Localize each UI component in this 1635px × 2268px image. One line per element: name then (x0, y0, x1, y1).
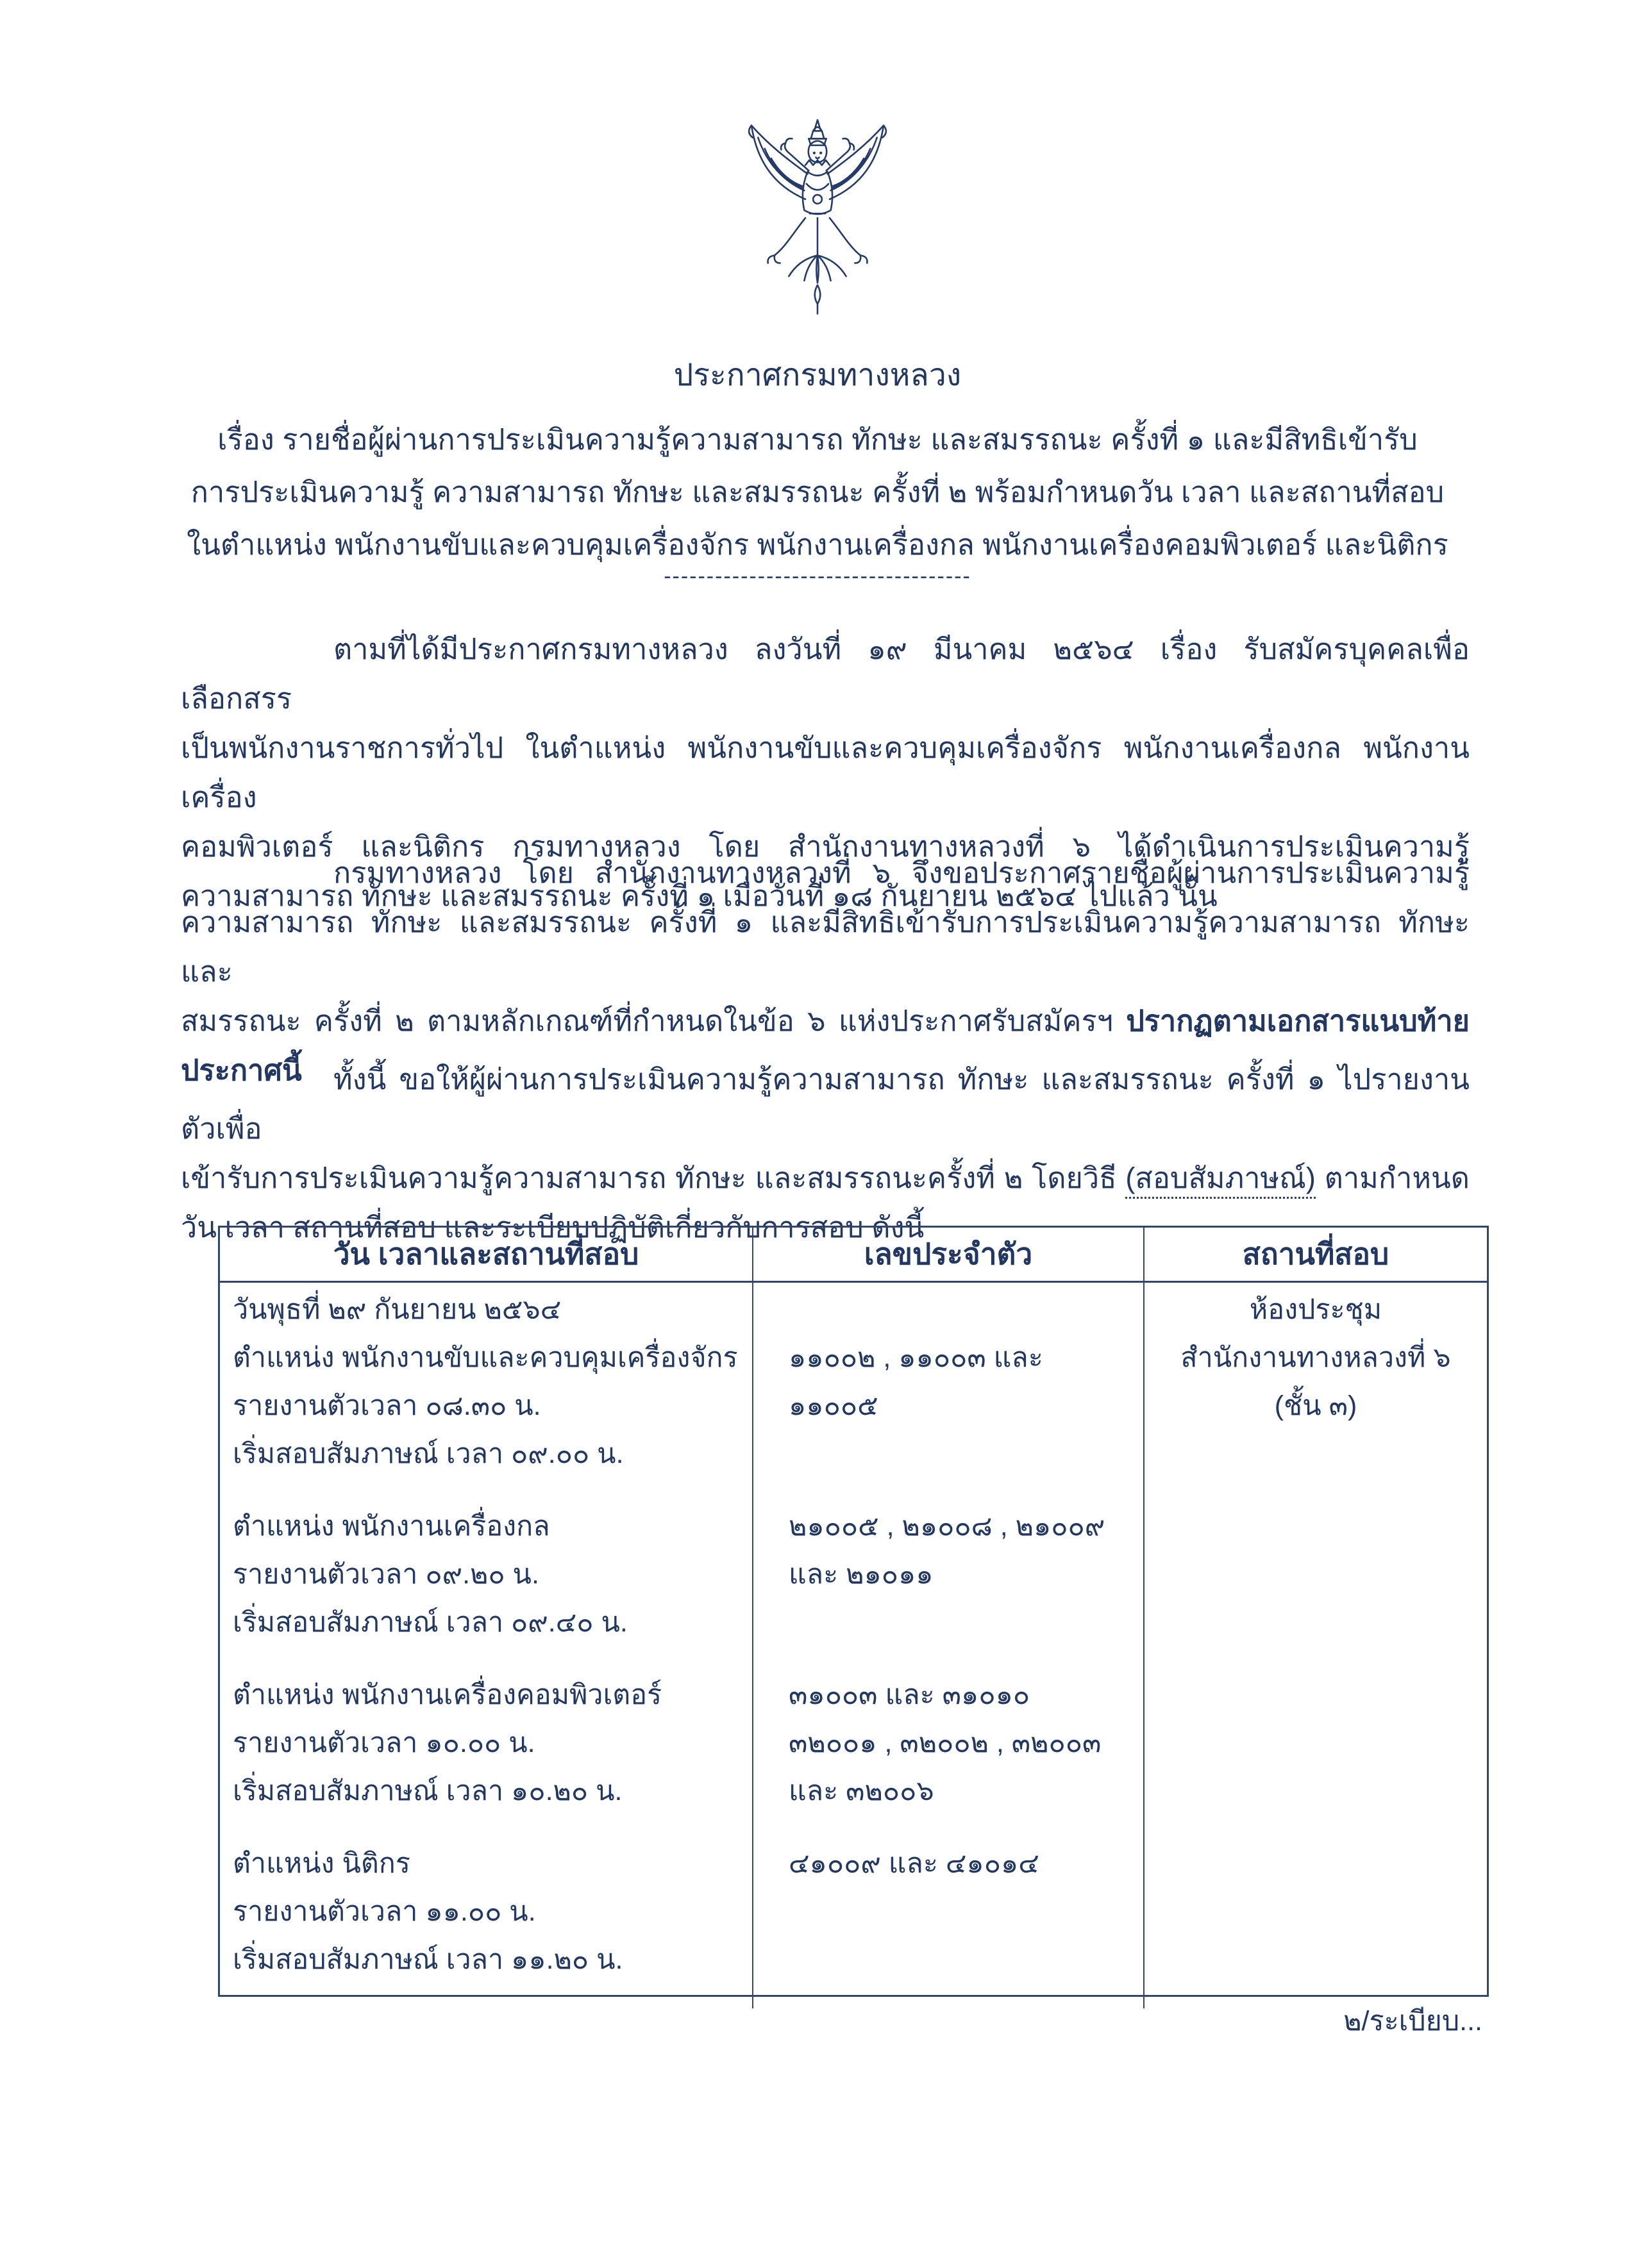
spacer-line (789, 1286, 1143, 1334)
page-title: ประกาศกรมทางหลวง (673, 358, 962, 392)
id-number-cell (753, 1283, 1144, 2008)
garuda-emblem-icon (735, 117, 900, 342)
paragraph-line: ตามที่ได้มีประกาศกรมทางหลวง ลงวันที่ ๑๙ มีนาคม ๒๕๖๔ เรื่อง รับสมัครบุคคลเพื่อเลือกสรร (181, 633, 1470, 715)
column-header-id-number: เลขประจำตัว (753, 1228, 1144, 1283)
report-time: รายงานตัวเวลา ๐๙.๒๐ น. (233, 1559, 539, 1590)
interview-time: เริ่มสอบสัมภาษณ์ เวลา ๐๙.๔๐ น. (233, 1607, 628, 1638)
subject-line: ในตำแหน่ง พนักงานขับและควบคุมเครื่องจักร พนักงานเครื่องกล พนักงานเครื่องคอมพิวเตอร์ และนิติกร (187, 528, 1448, 561)
spacer-line (789, 1599, 1143, 1647)
paragraph-line: วัน เวลา สถานที่สอบ และระเบียบปฏิบัติเกี่ยวกับการสอบ ดังนี้ (181, 1211, 925, 1244)
page-continuation-mark: ๒/ระเบียบ... (1343, 2006, 1482, 2037)
interview-time: เริ่มสอบสัมภาษณ์ เวลา ๑๐.๒๐ น. (233, 1776, 623, 1806)
paragraph-line: เป็นพนักงานราชการทั่วไป ในตำแหน่ง พนักงานขับและควบคุมเครื่องจักร พนักงานเครื่องกล พนักงานเครื่อง (181, 731, 1470, 813)
emphasized-text: ปรากฏตามเอกสารแนบท้าย (1126, 1005, 1470, 1037)
id-numbers: ๓๑๐๐๓ และ ๓๑๐๑๐ (789, 1680, 1030, 1710)
subject-line: การประเมินความรู้ ความสามารถ ทักษะ และสมรรถนะ ครั้งที่ ๒ พร้อมกำหนดวัน เวลา และสถานที่สอบ (190, 476, 1445, 508)
paragraph-3 (181, 1055, 1470, 1252)
report-time: รายงานตัวเวลา ๐๘.๓๐ น. (233, 1390, 541, 1421)
paragraph-text: ตามกำหนด (1315, 1162, 1470, 1194)
paragraph-line: คอมพิวเตอร์ และนิติกร กรมทางหลวง โดย สำนักงานทางหลวงที่ ๖ ได้ดำเนินการประเมินความรู้ (181, 830, 1470, 863)
schedule-group (233, 1840, 752, 1984)
interview-time: เริ่มสอบสัมภาษณ์ เวลา ๐๙.๐๐ น. (233, 1438, 624, 1469)
id-group (789, 1503, 1143, 1647)
venue-line: ห้องประชุม (1249, 1294, 1382, 1325)
underlined-text: (สอบสัมภาษณ์) (1125, 1162, 1316, 1199)
interview-time: เริ่มสอบสัมภาษณ์ เวลา ๑๑.๒๐ น. (233, 1944, 623, 1975)
paragraph-line: ความสามารถ ทักษะ และสมรรถนะ ครั้งที่ ๑ และมีสิทธิเข้ารับการประเมินความรู้ความสามารถ ทักษะ และ (181, 906, 1470, 988)
schedule-group (233, 1503, 752, 1647)
id-numbers: ๔๑๐๐๙ และ ๔๑๐๑๔ (789, 1848, 1039, 1879)
id-numbers: ๓๒๐๐๑ , ๓๒๐๐๒ , ๓๒๐๐๓ (789, 1728, 1102, 1758)
paragraph-line (181, 996, 1470, 1046)
venue-line: สำนักงานทางหลวงที่ ๖ (1180, 1342, 1451, 1373)
venue-line: (ชั้น ๓) (1274, 1390, 1357, 1421)
id-group (789, 1671, 1143, 1815)
schedule-group (233, 1671, 752, 1815)
venue-group (1144, 1286, 1487, 1430)
exam-schedule-table (218, 1226, 1489, 1997)
paragraph-line: ทั้งนี้ ขอให้ผู้ผ่านการประเมินความรู้ความสามารถ ทักษะ และสมรรถนะ ครั้งที่ ๑ ไปรายงานตัวเพื่อ (181, 1063, 1470, 1145)
paragraph-line: ความสามารถ ทักษะ และสมรรถนะ ครั้งที่ ๑ เมื่อวันที่ ๑๘ กันยายน ๒๕๖๔ ไปแล้ว นั้น (181, 880, 1218, 912)
exam-date: วันพุธที่ ๒๙ กันยายน ๒๕๖๔ (233, 1294, 562, 1325)
column-header-datetime: วัน เวลาและสถานที่สอบ (220, 1228, 753, 1283)
report-time: รายงานตัวเวลา ๑๐.๐๐ น. (233, 1728, 535, 1758)
subject-line: เรื่อง รายชื่อผู้ผ่านการประเมินความรู้ความสามารถ ทักษะ และสมรรถนะ ครั้งที่ ๑ และมีสิทธิเข้ารับ (217, 423, 1418, 456)
id-numbers: และ ๒๑๐๑๑ (789, 1559, 934, 1590)
paragraph-line: กรมทางหลวง โดย สำนักงานทางหลวงที่ ๖ จึงขอประกาศรายชื่อผู้ผ่านการประเมินความรู้ (333, 856, 1470, 889)
position-label: ตำแหน่ง พนักงานขับและควบคุมเครื่องจักร (233, 1342, 738, 1373)
schedule-cell (220, 1283, 753, 2008)
emphasized-text: ประกาศนี้ (181, 1054, 302, 1087)
report-time: รายงานตัวเวลา ๑๑.๐๐ น. (233, 1896, 536, 1927)
paragraph-line (181, 1153, 1470, 1203)
separator-dashes: ------------------------------------ (664, 564, 971, 588)
column-header-venue: สถานที่สอบ (1144, 1228, 1487, 1283)
id-group (789, 1840, 1143, 1888)
position-label: ตำแหน่ง พนักงานเครื่องกล (233, 1511, 550, 1542)
spacer-line (789, 1430, 1143, 1478)
schedule-group (233, 1286, 752, 1478)
id-numbers: ๑๑๐๐๒ , ๑๑๐๐๓ และ (789, 1342, 1043, 1373)
id-group (789, 1286, 1143, 1478)
subject-block (173, 413, 1462, 571)
venue-cell (1144, 1283, 1487, 2008)
position-label: ตำแหน่ง นิติกร (233, 1848, 410, 1879)
id-numbers: ๒๑๐๐๕ , ๒๑๐๐๘ , ๒๑๐๐๙ (789, 1511, 1105, 1542)
paragraph-text: เข้ารับการประเมินความรู้ความสามารถ ทักษะ และสมรรถนะครั้งที่ ๒ โดยวิธี (181, 1162, 1126, 1194)
id-numbers: และ ๓๒๐๐๖ (789, 1776, 934, 1806)
id-numbers: ๑๑๐๐๕ (789, 1390, 878, 1421)
position-label: ตำแหน่ง พนักงานเครื่องคอมพิวเตอร์ (233, 1680, 662, 1710)
paragraph-text: สมรรถนะ ครั้งที่ ๒ ตามหลักเกณฑ์ที่กำหนดในข้อ ๖ แห่งประกาศรับสมัครฯ (181, 1005, 1127, 1037)
